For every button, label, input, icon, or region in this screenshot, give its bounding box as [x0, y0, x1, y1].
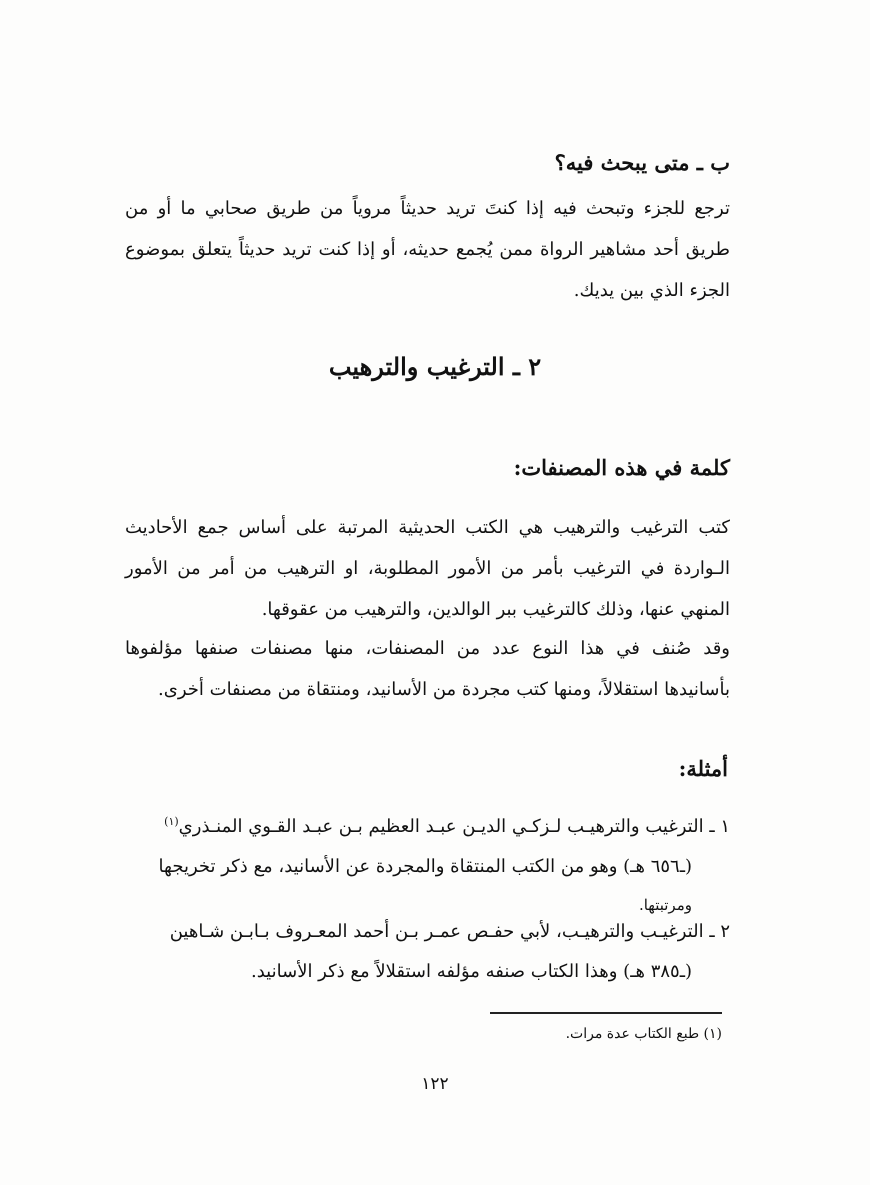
- section-b-paragraph: ترجع للجزء وتبحث فيه إذا كنتَ تريد حديثاً مروياً من طريق صحابي ما أو من طريق أحد مشاهير الرواة ممن يُجمع حديثه، أو إذا كنت تريد حديثاً يتعلق بموضوع الجزء الذي بين يديك.: [125, 198, 730, 301]
- example-item-1-line-2: (ـ٦٥٦ هـ) وهو من الكتب المنتقاة والمجردة عن الأسانيد، مع ذكر تخريجها: [158, 856, 692, 877]
- intro-heading: كلمة في هذه المصنفات:: [513, 455, 730, 480]
- intro-paragraph-2: وقد صُنف في هذا النوع عدد من المصنفات، منها مصنفات صنفها مؤلفوها بأسانيدها استقلالاً، ومنها كتب مجردة من الأسانيد، ومنتقاة من مصنفات أخرى.: [125, 638, 730, 700]
- example-item-1-line-1: [125, 802, 730, 847]
- footnote-reference: (١): [164, 815, 179, 828]
- example-item-1-text: ١ ـ الترغيب والترهيـب لـزكـي الديـن عبـد العظيم بـن عبـد القـوي المنـذري: [178, 816, 730, 837]
- example-item-2: [125, 912, 730, 992]
- example-item-2-line-2: (ـ٣٨٥ هـ) وهذا الكتاب صنفه مؤلفه استقلالاً مع ذكر الأسانيد.: [251, 961, 692, 982]
- examples-heading: أمثلة:: [678, 756, 728, 781]
- section-b-heading: ب ـ متى يبحث فيه؟: [554, 150, 730, 175]
- example-item-1: [125, 802, 730, 923]
- example-item-2-line-1: ٢ ـ الترغيـب والترهيـب، لأبي حفـص عمـر بـن أحمد المعـروف بـابـن شـاهين: [169, 921, 730, 942]
- page-number: ١٢٢: [421, 1074, 449, 1094]
- intro-paragraph-1: كتب الترغيب والترهيب هي الكتب الحديثية المرتبة على أساس جمع الأحاديث الـواردة في الترغيب بأمر من الأمور المطلوبة، او الترهيب من أمر من الأمور المنهي عنها، وذلك كالترغيب ببر الوالدين، والترهيب من عقوقها.: [125, 517, 730, 620]
- footnote-text: (١) طبع الكتاب عدة مرات.: [565, 1026, 722, 1042]
- footnote-divider: [490, 1012, 722, 1014]
- chapter-title: ٢ ـ الترغيب والترهيب: [328, 352, 542, 381]
- example-item-1-line-3: ومرتبتها.: [638, 896, 692, 914]
